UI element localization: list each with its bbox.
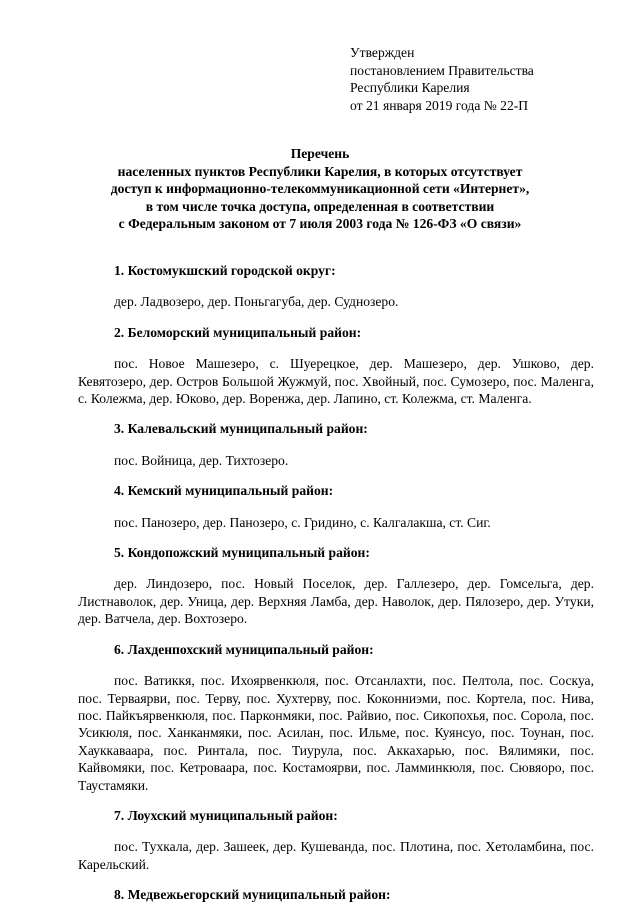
section-text-7: пос. Тухкала, дер. Зашеек, дер. Кушеванда, пос. Плотина, пос. Хетоламбина, пос. Карельский. <box>78 839 594 872</box>
section-text-4: пос. Панозеро, дер. Панозеро, с. Гридино, с. Калгалакша, ст. Сиг. <box>114 514 491 530</box>
title-line-3: доступ к информационно-телекоммуникационной сети «Интернет», <box>110 181 530 196</box>
title-line-1: Перечень <box>290 146 350 161</box>
approval-line-1: Утвержден <box>350 45 415 60</box>
section-heading-3: 3. Калевальский муниципальный район: <box>114 421 368 437</box>
title-line-2: населенных пунктов Республики Карелия, в которых отсутствует <box>117 163 523 179</box>
title-line-4: в том числе точка доступа, определенная в соответствии <box>145 198 495 214</box>
approval-line-2: постановлением Правительства <box>350 62 534 78</box>
section-heading-5: 5. Кондопожский муниципальный район: <box>114 545 370 561</box>
section-heading-1: 1. Костомукшский городской округ: <box>114 263 336 278</box>
approval-line-3: Республики Карелия <box>350 80 470 95</box>
section-text-6: пос. Ватиккя, пос. Ихоярвенкюля, пос. Отсанлахти, пос. Пелтола, пос. Соскуа, пос. Терваярви, пос. Терву, пос. Хухтерву, пос. Коконниэми, пос. Кортела, пос. Нива, пос. Пайкъярвенкюля, пос. Парконмяки, пос. Райвио, пос. Сикопохья, пос. Сорола, пос. Усикюля, пос. Ханканмяки, пос. Асилан, пос. Ильме, пос. Куянсуо, пос. Тоунан, пос. Хауккаваара, пос. Ринтала, пос. Тиурула, пос. Аккахарью, пос. Вялимяки, пос. Кайвомяки, пос. Кетроваара, пос. Костамоярви, пос. Ламминкюля, пос. Сювяоро, пос. Таустамяки. <box>78 673 594 793</box>
section-text-2: пос. Новое Машезеро, с. Шуерецкое, дер. Машезеро, дер. Ушково, дер. Кевятозеро, дер. Остров Большой Жужмуй, пос. Хвойный, пос. Сумозеро, пос. Маленга, с. Колежма, дер. Юково, дер. Воренжа, дер. Лапино, ст. Колежма, ст. Маленга. <box>78 356 594 407</box>
title-line-5: с Федеральным законом от 7 июля 2003 года № 126-ФЗ «О связи» <box>118 216 522 231</box>
document-title <box>0 145 640 233</box>
section-text-5: дер. Линдозеро, пос. Новый Поселок, дер. Галлезеро, дер. Гомсельга, дер. Листнаволок, дер. Уница, дер. Верхняя Ламба, дер. Наволок, дер. Пялозеро, дер. Утуки, дер. Ватчела, дер. Вохтозеро. <box>78 576 594 627</box>
section-heading-2: 2. Беломорский муниципальный район: <box>114 324 362 340</box>
section-text-1: дер. Ладвозеро, дер. Поньгагуба, дер. Суднозеро. <box>114 294 399 310</box>
section-text-3: пос. Войница, дер. Тихтозеро. <box>114 452 289 468</box>
section-heading-7: 7. Лоухский муниципальный район: <box>114 807 338 823</box>
approval-line-4: от 21 января 2019 года № 22-П <box>350 97 529 113</box>
section-heading-6: 6. Лахденпохский муниципальный район: <box>114 641 374 657</box>
section-heading-4: 4. Кемский муниципальный район: <box>114 483 334 499</box>
section-heading-8: 8. Медвежьегорский муниципальный район: <box>114 887 391 903</box>
approval-stamp-block <box>350 44 534 114</box>
district-list <box>78 262 594 904</box>
